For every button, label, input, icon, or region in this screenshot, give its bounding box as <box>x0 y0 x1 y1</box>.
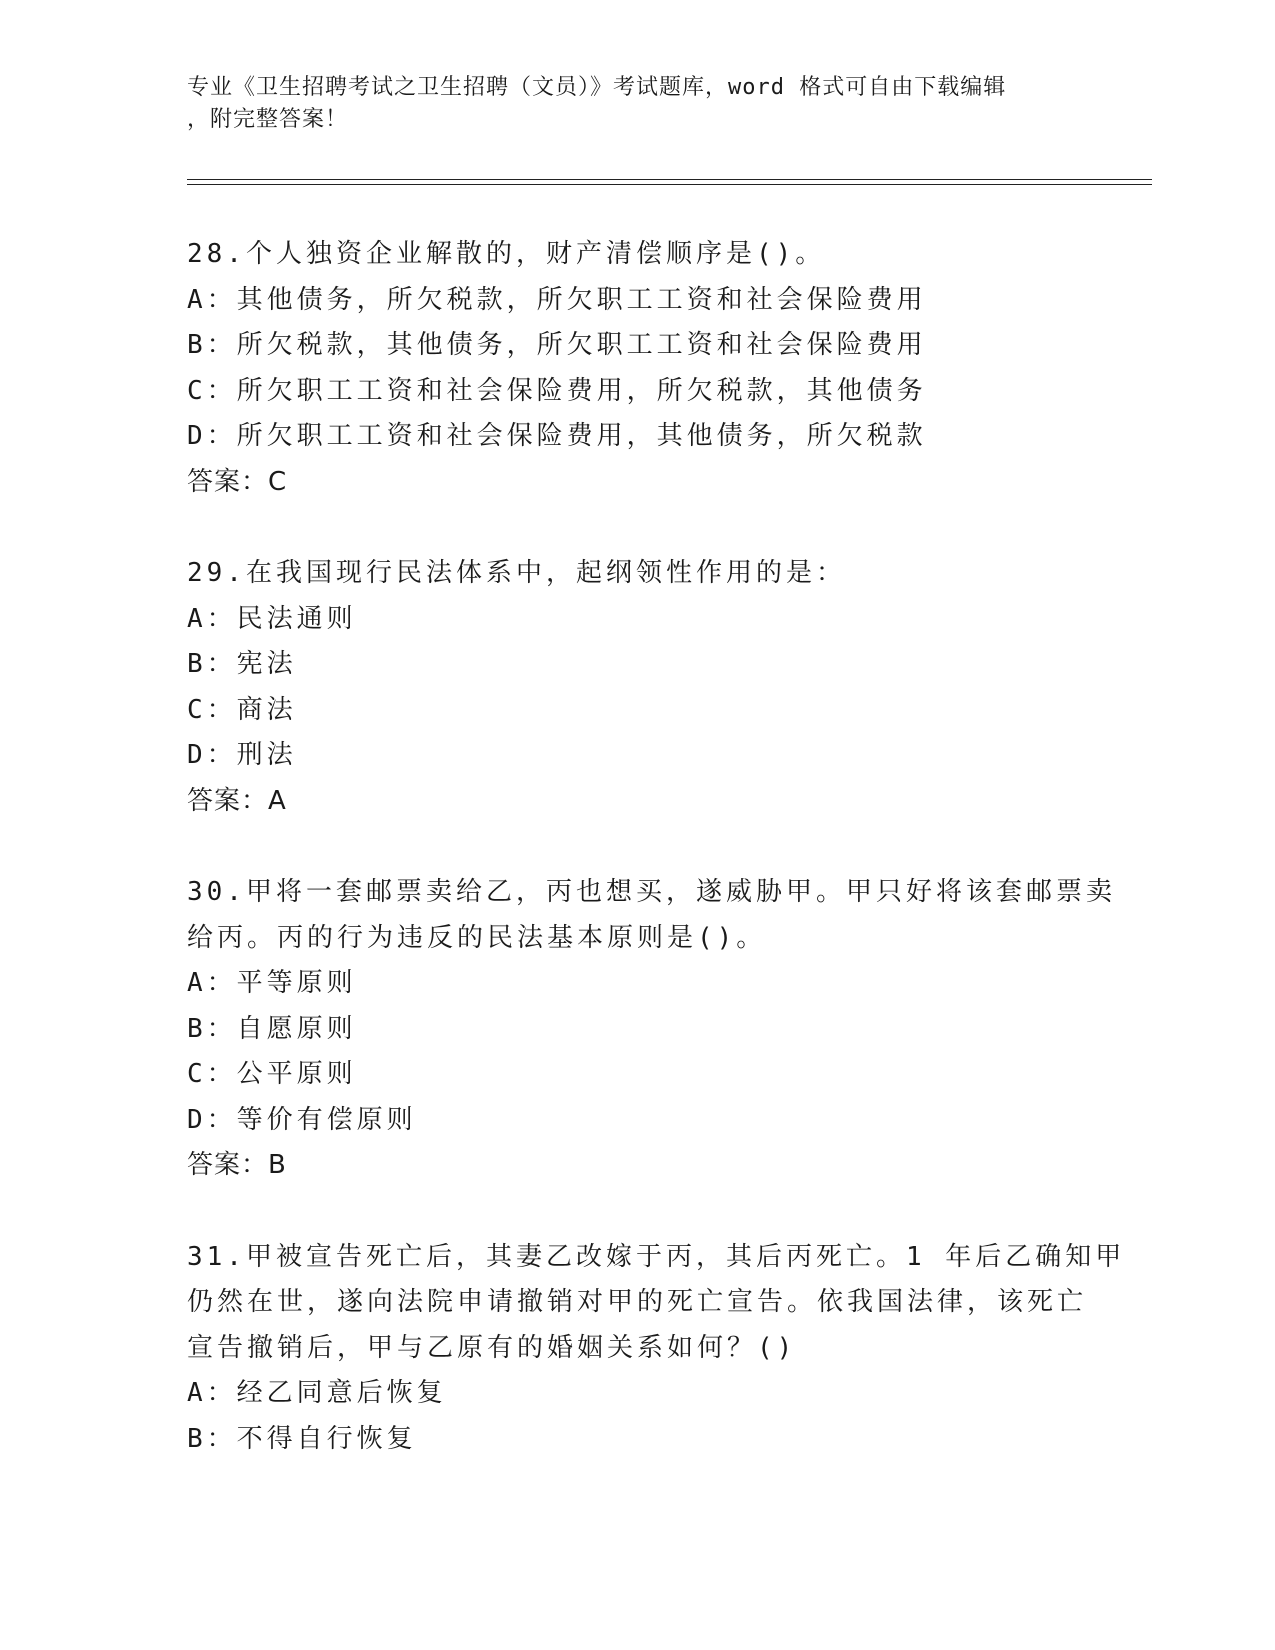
question-text: 28.个人独资企业解散的，财产清偿顺序是()。 <box>187 239 826 269</box>
document-header <box>187 72 1067 136</box>
option-b: B：所欠税款，其他债务，所欠职工工资和社会保险费用 <box>187 330 927 360</box>
answer: 答案：A <box>187 785 287 816</box>
option-d: D：所欠职工工资和社会保险费用，其他债务，所欠税款 <box>187 421 927 451</box>
header-divider-bottom <box>187 184 1152 185</box>
header-line-1: 专业《卫生招聘考试之卫生招聘（文员）》考试题库，word 格式可自由下载编辑 <box>187 75 1007 100</box>
question-text: 30.甲将一套邮票卖给乙，丙也想买，遂威胁甲。甲只好将该套邮票卖 <box>187 877 1116 907</box>
option-d: D：等价有偿原则 <box>187 1104 417 1135</box>
question-30 <box>187 870 1116 1189</box>
question-text: 仍然在世，遂向法院申请撤销对甲的死亡宣告。依我国法律，该死亡 <box>187 1287 1088 1317</box>
option-c: C：所欠职工工资和社会保险费用，所欠税款，其他债务 <box>187 375 927 406</box>
answer: 答案：C <box>187 466 288 497</box>
question-text: 宣告撤销后，甲与乙原有的婚姻关系如何？() <box>187 1332 797 1363</box>
question-text: 29.在我国现行民法体系中，起纲领性作用的是： <box>187 558 846 588</box>
option-d: D：刑法 <box>187 740 297 770</box>
question-29 <box>187 551 1087 824</box>
option-a: A：其他债务，所欠税款，所欠职工工资和社会保险费用 <box>187 284 927 315</box>
option-c: C：公平原则 <box>187 1059 357 1089</box>
header-line-2: ，附完整答案！ <box>187 107 349 132</box>
option-a: A：民法通则 <box>187 603 357 634</box>
question-31 <box>187 1235 1126 1463</box>
option-b: B：宪法 <box>187 649 297 679</box>
header-divider-top <box>187 179 1152 180</box>
question-text: 31.甲被宣告死亡后，其妻乙改嫁于丙，其后丙死亡。1 年后乙确知甲 <box>187 1241 1126 1272</box>
option-c: C：商法 <box>187 694 297 725</box>
option-b: B：不得自行恢复 <box>187 1423 417 1454</box>
question-list <box>187 232 1126 1508</box>
option-a: A：经乙同意后恢复 <box>187 1378 447 1408</box>
option-b: B：自愿原则 <box>187 1013 357 1044</box>
answer: 答案：B <box>187 1150 287 1180</box>
option-a: A：平等原则 <box>187 968 357 998</box>
question-text: 给丙。丙的行为违反的民法基本原则是()。 <box>187 922 767 953</box>
question-28 <box>187 232 1087 505</box>
